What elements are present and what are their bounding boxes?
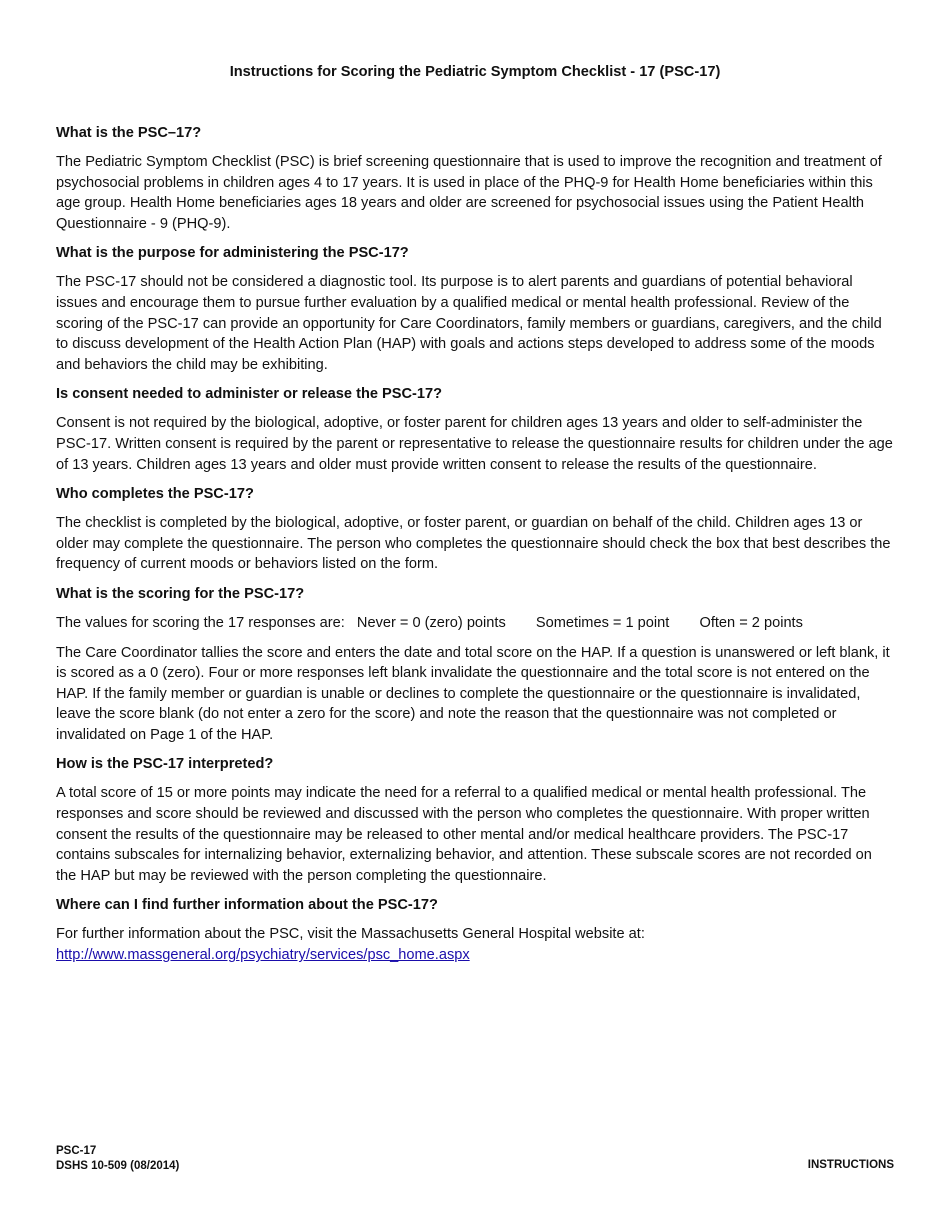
section-heading: How is the PSC-17 interpreted? bbox=[56, 756, 274, 773]
section-what-is bbox=[56, 123, 894, 234]
document-body bbox=[56, 123, 894, 975]
psc-website-link[interactable]: http://www.massgeneral.org/psychiatry/services/psc_home.aspx bbox=[56, 947, 470, 964]
scoring-values-line bbox=[56, 613, 894, 634]
section-paragraph: The checklist is completed by the biological, adoptive, or foster parent, or guardian on behalf of the child. Children ages 13 or older may complete the questionnaire. The person who completes the questionnaire should check the box that best describes the frequency of current moods or behaviors listed on the form. bbox=[56, 515, 891, 573]
section-paragraph: A total score of 15 or more points may indicate the need for a referral to a qualified medical or mental health professional. The responses and score should be reviewed and discussed with the person who completes the questionnaire. With proper written consent the results of the questionnaire may be released to other mental and/or medical healthcare providers. The PSC-17 contains subscales for internalizing behavior, externalizing behavior, and attention. These subscale scores are not recorded on the HAP but may be reviewed with the person completing the questionnaire. bbox=[56, 785, 872, 884]
section-consent bbox=[56, 384, 894, 475]
section-heading: What is the PSC–17? bbox=[56, 125, 202, 141]
section-interpretation bbox=[56, 754, 894, 886]
section-heading: What is the scoring for the PSC-17? bbox=[56, 585, 305, 602]
section-scoring bbox=[56, 584, 894, 746]
footer-form-number: DSHS 10-509 (08/2014) bbox=[56, 1159, 180, 1172]
footer-form-name: PSC-17 bbox=[56, 1145, 97, 1157]
section-paragraph bbox=[56, 924, 894, 965]
section-heading: What is the purpose for administering the PSC-17? bbox=[56, 245, 409, 262]
footer-form-info bbox=[56, 1144, 179, 1173]
section-paragraph: The Pediatric Symptom Checklist (PSC) is brief screening questionnaire that is used to improve the recognition and treatment of psychosocial problems in children ages 4 to 17 years. It is used in place of the PHQ-9 for Health Home beneficiaries within this age group. Health Home beneficiaries ages 18 years and older are screened for psychosocial issues using the Patient Health Questionnaire - 9 (PHQ-9). bbox=[56, 154, 882, 232]
page-title: Instructions for Scoring the Pediatric Symptom Checklist - 17 (PSC-17) bbox=[229, 64, 721, 80]
section-paragraph: The Care Coordinator tallies the score and enters the date and total score on the HAP. If a question is unanswered or left blank, it is scored as a 0 (zero). Four or more responses left blank invalidate the questionnaire and the total score is not entered on the HAP. If the family member or guardian is unable or declines to complete the questionnaire or the questionnaire is invalidated, leave the score blank (do not enter a zero for the score) and note the reason that the questionnaire was not completed or invalidated on Page 1 of the HAP. bbox=[56, 644, 890, 743]
score-never: Never = 0 (zero) points bbox=[356, 614, 506, 631]
footer-instructions-label: INSTRUCTIONS bbox=[807, 1159, 894, 1171]
section-heading: Who completes the PSC-17? bbox=[56, 486, 254, 503]
section-heading: Is consent needed to administer or release the PSC-17? bbox=[56, 386, 443, 403]
section-further-info bbox=[56, 895, 894, 965]
score-often: Often = 2 points bbox=[699, 614, 803, 631]
section-paragraph: The PSC-17 should not be considered a diagnostic tool. Its purpose is to alert parents and guardians of potential behavioral issues and encourage them to pursue further evaluation by a qualified medical or mental health professional. Review of the scoring of the PSC-17 can provide an opportunity for Care Coordinators, family members or guardians, caregivers, and the child to discuss development of the Health Action Plan (HAP) with goals and actions steps developed to address some of the moods and behaviors the child may be exhibiting. bbox=[56, 274, 882, 373]
section-purpose bbox=[56, 243, 894, 375]
further-info-text: For further information about the PSC, visit the Massachusetts General Hospital website at: bbox=[56, 926, 645, 943]
score-sometimes: Sometimes = 1 point bbox=[535, 614, 670, 631]
scoring-values-intro: The values for scoring the 17 responses are: bbox=[56, 614, 345, 631]
section-who-completes bbox=[56, 484, 894, 575]
section-heading: Where can I find further information about the PSC-17? bbox=[56, 897, 438, 914]
section-paragraph: Consent is not required by the biological, adoptive, or foster parent for children ages 13 years and older to self-administer the PSC-17. Written consent is required by the parent or representative to release the questionnaire results for children under the age of 13 years. Children ages 13 years and older must provide written consent to release the results of the questionnaire. bbox=[56, 415, 893, 473]
